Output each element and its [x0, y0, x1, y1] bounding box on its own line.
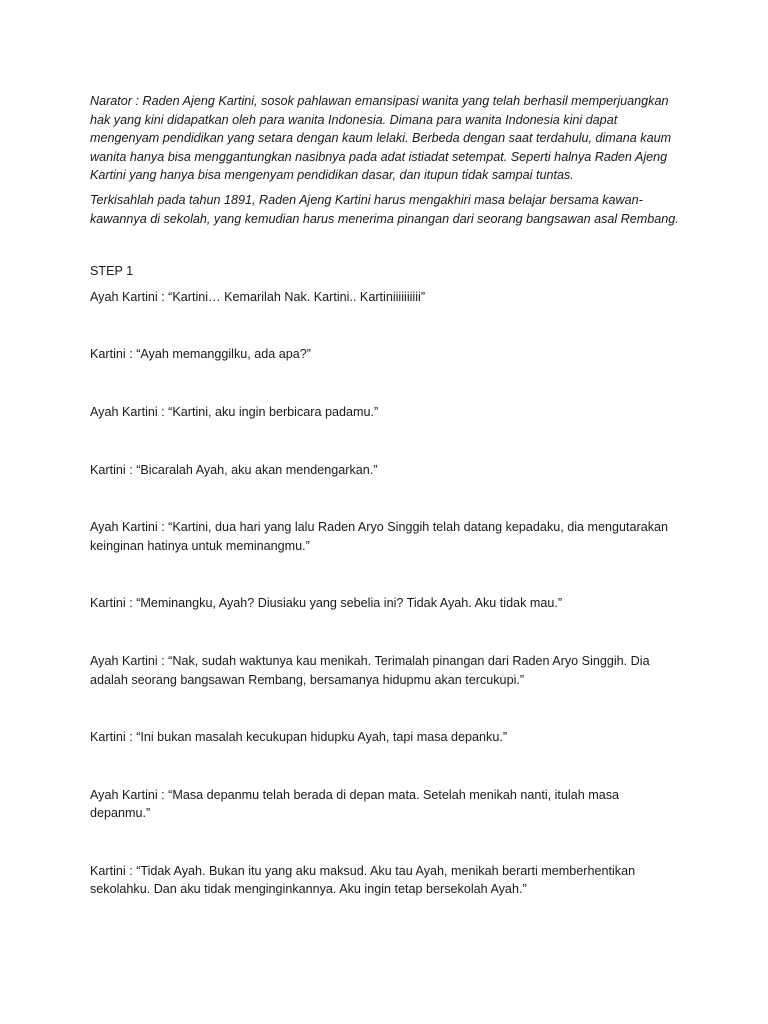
narration-paragraph-2: Terkisahlah pada tahun 1891, Raden Ajeng Kartini harus mengakhiri masa belajar bersama kawan- kawannya di sekolah, yang kemudian harus menerima pinangan dari seorang bangsawan asal Rembang. [90, 192, 679, 226]
dialogue-line: Kartini : “Meminangku, Ayah? Diusiaku yang sebelia ini? Tidak Ayah. Aku tidak mau.” [90, 596, 563, 611]
dialogue-line: Kartini : “Bicaralah Ayah, aku akan mendengarkan.” [90, 462, 378, 477]
dialogue-line: Kartini : “Ini bukan masalah kecukupan hidupku Ayah, tapi masa depanku.” [90, 730, 508, 745]
dialogue-line: Ayah Kartini : “Kartini… Kemarilah Nak. Kartini.. Kartiniiiiiiiiii” [90, 289, 426, 304]
dialogue-line: Kartini : “Ayah memanggilku, ada apa?” [90, 347, 311, 362]
dialogue-line: Ayah Kartini : “Kartini, aku ingin berbicara padamu.” [90, 404, 379, 419]
narration-paragraph-1: Narator : Raden Ajeng Kartini, sosok pahlawan emansipasi wanita yang telah berhasil memperjuangkan hak yang kini didapatkan oleh para wanita Indonesia. Dimana para wanita Indonesia kini dapat mengenyam pendidikan yang setara dengan kaum lelaki. Berbeda dengan saat terdahulu, dimana kaum wanita hanya bisa menggantungkan nasibnya pada adat istiadat setempat. Seperti halnya Raden Ajeng Kartini yang hanya bisa mengenyam pendidikan dasar, dan itupun tidak sampai tuntas. [90, 94, 672, 183]
dialogue-line: Ayah Kartini : “Nak, sudah waktunya kau menikah. Terimalah pinangan dari Raden Aryo Singgih. Dia adalah seorang bangsawan Rembang, bersamanya hidupmu akan tercukupi.” [90, 653, 650, 687]
dialogue-line: Kartini : “Tidak Ayah. Bukan itu yang aku maksud. Aku tau Ayah, menikah berarti memberhentikan sekolahku. Dan aku tidak menginginkannya. Aku ingin tetap bersekolah Ayah.” [90, 863, 636, 897]
dialogue-section [90, 288, 688, 899]
dialogue-line: Ayah Kartini : “Masa depanmu telah berada di depan mata. Setelah menikah nanti, itulah masa depanmu.” [90, 787, 620, 821]
step-heading: STEP 1 [90, 264, 134, 279]
dialogue-line: Ayah Kartini : “Kartini, dua hari yang lalu Raden Aryo Singgih telah datang kepadaku, dia mengutarakan keinginan hatinya untuk meminangmu.” [90, 520, 669, 553]
